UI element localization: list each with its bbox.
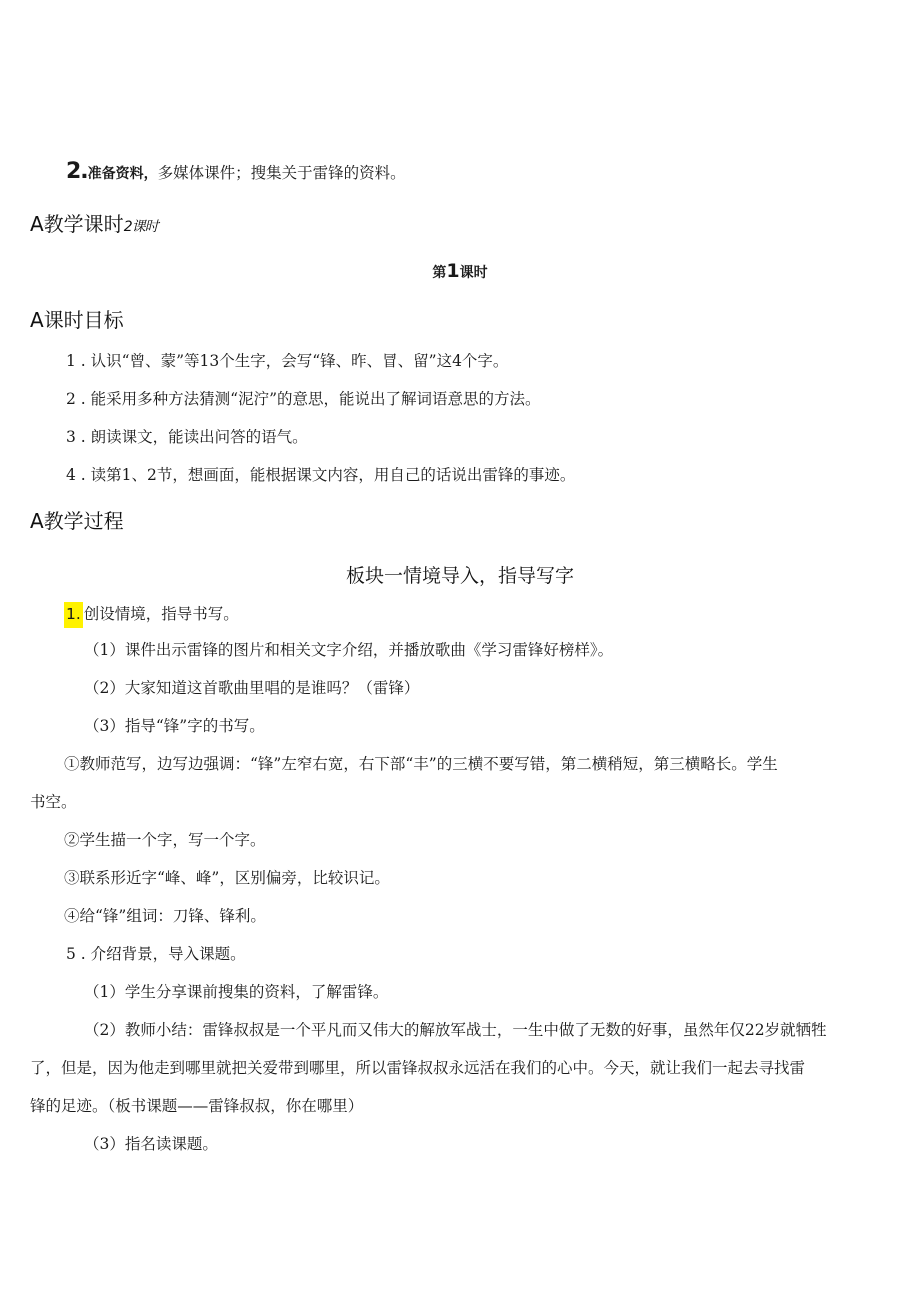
- step1-sub-item: （3）指导“锋”字的书写。: [84, 717, 265, 735]
- heading-title: 教学过程: [43, 509, 124, 533]
- step5-text: 5 . 介绍背景，导入课题。: [66, 945, 246, 963]
- prep-text: 多媒体课件；搜集关于雷锋的资料。: [157, 164, 406, 182]
- lesson-number: 1: [446, 260, 460, 282]
- objective-item: 4 . 读第1、2节，想画面，能根据课文内容，用自己的话说出雷锋的事迹。: [66, 466, 576, 484]
- step1-sub-item: （2）大家知道这首歌曲里唱的是谁吗？（雷锋）: [84, 679, 420, 697]
- writing-step-4: ④给“锋”组词：刀锋、锋利。: [64, 907, 266, 925]
- heading-title: 课时目标: [43, 308, 124, 332]
- prep-line: [66, 159, 406, 184]
- objectives-heading: [30, 308, 124, 332]
- objective-item: 2 . 能采用多种方法猜测“泥泞”的意思，能说出了解词语意思的方法。: [66, 390, 541, 408]
- teaching-hours-heading: [30, 212, 158, 239]
- process-heading: [30, 509, 124, 533]
- heading-marker: A: [30, 308, 44, 332]
- prep-label: 准备资料，: [87, 166, 158, 182]
- writing-step-1-cont: 书空。: [30, 793, 77, 811]
- step5-sub-1: （1）学生分享课前搜集的资料，了解雷锋。: [84, 983, 389, 1001]
- heading-marker: A: [30, 212, 44, 236]
- step5-sub-2-cont: 了，但是，因为他走到哪里就把关爱带到哪里，所以雷锋叔叔永远活在我们的心中。今天，就让我们一起去寻找雷: [30, 1059, 806, 1077]
- step5-sub-3: （3）指名读课题。: [84, 1135, 218, 1153]
- writing-step-2: ②学生描一个字，写一个字。: [64, 831, 266, 849]
- lesson-suffix: 课时: [459, 265, 488, 281]
- prep-number: 2.: [66, 159, 88, 184]
- teaching-hours-value: 2课时: [123, 219, 158, 235]
- step5-sub-2: （2）教师小结：雷锋叔叔是一个平凡而又伟大的解放军战士，一生中做了无数的好事，虽然年仅22岁就牺牲: [84, 1021, 827, 1039]
- step1-text: 创设情境，指导书写。: [83, 605, 239, 623]
- writing-step-3: ③联系形近字“峰、峰”，区别偏旁，比较识记。: [64, 869, 390, 887]
- lesson-title: [0, 260, 920, 282]
- objective-item: 1 . 认识“曾、蒙”等13个生字，会写“锋、昨、冒、留”这4个字。: [66, 352, 509, 370]
- lesson-prefix: 第: [432, 265, 447, 281]
- heading-title: 教学课时: [43, 212, 124, 236]
- highlighted-step-number: 1.: [64, 602, 83, 628]
- writing-step-1: ①教师范写，边写边强调：“锋”左窄右宽，右下部“丰”的三横不要写错，第二横稍短，第三横略长。学生: [64, 755, 778, 773]
- block-title: 板块一情境导入，指导写字: [345, 565, 574, 587]
- step5-sub-2-cont: 锋的足迹。（板书课题——雷锋叔叔，你在哪里）: [30, 1097, 364, 1115]
- objective-item: 3 . 朗读课文，能读出问答的语气。: [66, 428, 308, 446]
- step1-sub-item: （1）课件出示雷锋的图片和相关文字介绍，并播放歌曲《学习雷锋好榜样》。: [84, 641, 614, 659]
- heading-marker: A: [30, 509, 44, 533]
- step1-line: [64, 602, 239, 628]
